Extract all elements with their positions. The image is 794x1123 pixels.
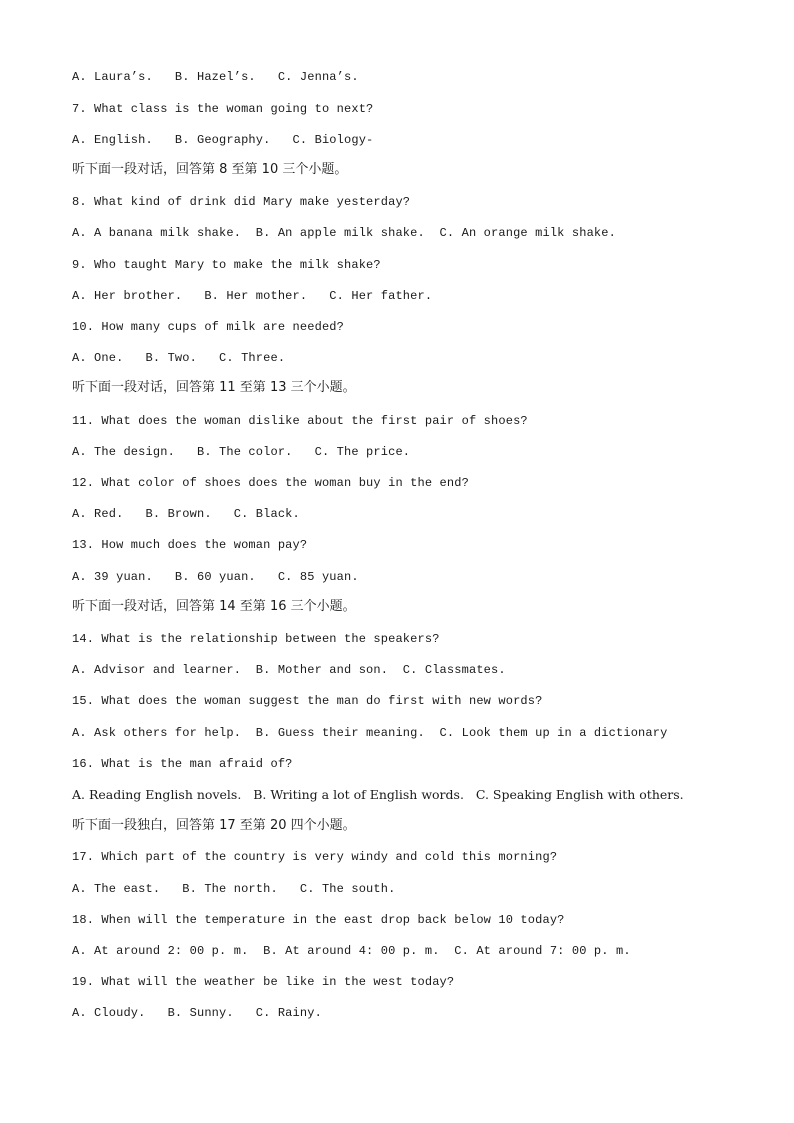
q10-options: A. One. B. Two. C. Three. — [72, 351, 286, 365]
q18-options: A. At around 2: 00 p. m. B. At around 4: 00 p. m. C. At around 7: 00 p. m. — [72, 944, 631, 958]
section-instruction-14-16: 听下面一段对话，回答第 14 至第 16 三个小题。 — [72, 599, 356, 614]
q9-question: 9. Who taught Mary to make the milk shake? — [72, 258, 381, 272]
section-instruction-17-20: 听下面一段独白，回答第 17 至第 20 四个小题。 — [72, 818, 356, 833]
section-instruction-11-13: 听下面一段对话，回答第 11 至第 13 三个小题。 — [72, 380, 356, 395]
q11-question: 11. What does the woman dislike about the first pair of shoes? — [72, 414, 528, 428]
q8-question: 8. What kind of drink did Mary make yesterday? — [72, 195, 411, 209]
q7-options: A. English. B. Geography. C. Biology- — [72, 133, 374, 147]
q14-question: 14. What is the relationship between the speakers? — [72, 632, 440, 646]
section-instruction-8-10: 听下面一段对话，回答第 8 至第 10 三个小题。 — [72, 162, 348, 177]
q12-question: 12. What color of shoes does the woman buy in the end? — [72, 476, 469, 490]
q19-options: A. Cloudy. B. Sunny. C. Rainy. — [72, 1006, 322, 1020]
q13-question: 13. How much does the woman pay? — [72, 538, 308, 552]
q10-question: 10. How many cups of milk are needed? — [72, 320, 344, 334]
q8-options: A. A banana milk shake. B. An apple milk shake. C. An orange milk shake. — [72, 226, 616, 240]
q16-question: 16. What is the man afraid of? — [72, 757, 293, 771]
q14-options: A. Advisor and learner. B. Mother and son. C. Classmates. — [72, 663, 506, 677]
q12-options: A. Red. B. Brown. C. Black. — [72, 507, 300, 521]
q13-options: A. 39 yuan. B. 60 yuan. C. 85 yuan. — [72, 570, 359, 584]
q9-options: A. Her brother. B. Her mother. C. Her father. — [72, 289, 433, 303]
q19-question: 19. What will the weather be like in the west today? — [72, 975, 455, 989]
q7-question: 7. What class is the woman going to next? — [72, 102, 374, 116]
q17-question: 17. Which part of the country is very windy and cold this morning? — [72, 850, 558, 864]
q15-options: A. Ask others for help. B. Guess their meaning. C. Look them up in a dictionary — [72, 726, 668, 740]
q6-options: A. Laura’s. B. Hazel’s. C. Jenna’s. — [72, 70, 359, 84]
q16-options: A. Reading English novels. B. Writing a lot of English words. C. Speaking English with others. — [72, 787, 684, 802]
q17-options: A. The east. B. The north. C. The south. — [72, 882, 396, 896]
q11-options: A. The design. B. The color. C. The price. — [72, 445, 411, 459]
q15-question: 15. What does the woman suggest the man do first with new words? — [72, 694, 543, 708]
q18-question: 18. When will the temperature in the east drop back below 10 today? — [72, 913, 565, 927]
